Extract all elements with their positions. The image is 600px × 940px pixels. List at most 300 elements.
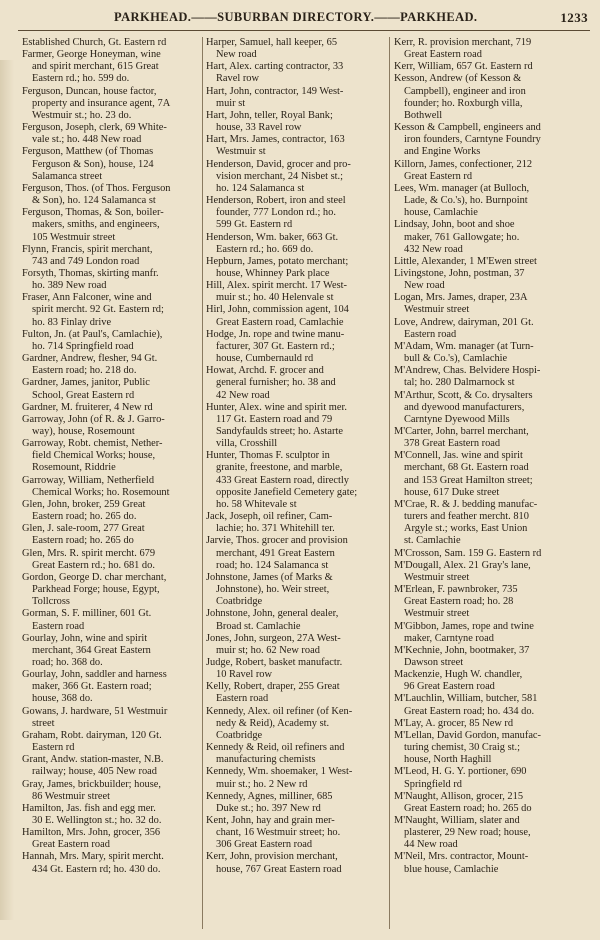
- entry-line: M'Naught, Allison, grocer, 215: [394, 790, 524, 802]
- directory-entry: [206, 511, 386, 535]
- entry-line: house, 368 do.: [32, 693, 93, 705]
- directory-entry: [206, 159, 386, 195]
- entry-line: Hunter, Thomas F. sculptor in: [206, 450, 330, 462]
- entry-line: Glen, John, broker, 259 Great: [22, 498, 146, 510]
- directory-entry: [394, 548, 586, 560]
- entry-line: 30 E. Wellington st.; ho. 32 do.: [32, 815, 162, 826]
- entry-line: Ferguson, Matthew (of Thomas: [22, 146, 154, 158]
- entry-line: Ferguson, Thos. (of Thos. Ferguson: [22, 182, 171, 194]
- directory-entry: [206, 134, 386, 158]
- directory-entry: [394, 219, 586, 255]
- entry-line: Westmuir st: [216, 146, 266, 158]
- entry-line: ho. 83 Finlay drive: [32, 316, 112, 328]
- directory-entry: [394, 317, 586, 341]
- entry-line: Gardner, Andrew, flesher, 94 Gt.: [22, 353, 158, 365]
- entry-line: property and insurance agent, 7A: [32, 97, 171, 109]
- directory-entry: [394, 122, 586, 158]
- entry-line: M'Lauchlin, William, butcher, 581: [394, 693, 538, 705]
- entry-line: Westmuir st.; ho. 23 do.: [32, 109, 132, 121]
- entry-line: 432 New road: [404, 243, 463, 255]
- entry-line: Hart, Alex. carting contractor, 33: [206, 61, 344, 73]
- entry-line: Garroway, William, Netherfield: [22, 474, 155, 486]
- entry-line: vision merchant, 24 Nisbet st.;: [216, 170, 343, 182]
- entry-line: ho. 124 Salamanca st: [216, 182, 305, 194]
- entry-line: M'Naught, William, slater and: [394, 815, 520, 826]
- entry-line: M'Adam, Wm. manager (at Turn-: [394, 340, 534, 352]
- entry-line: Ferguson, Duncan, house factor,: [22, 85, 157, 97]
- directory-entry: [22, 523, 200, 547]
- entry-line: 96 Great Eastern road: [404, 681, 495, 693]
- entry-line: ho. 714 Springfield road: [32, 340, 134, 352]
- entry-line: chant, 16 Westmuir street; ho.: [216, 827, 341, 839]
- directory-entry: [206, 402, 386, 451]
- entry-line: New road: [404, 280, 445, 292]
- entry-line: Farmer, George Honeyman, wine: [22, 49, 161, 61]
- entry-line: maker, 761 Gallowgate; ho.: [404, 231, 520, 243]
- column-divider: [202, 37, 203, 929]
- directory-entry: [22, 499, 200, 523]
- directory-entry: [22, 827, 200, 851]
- entry-line: Mackenzie, Hugh W. chandler,: [394, 669, 523, 681]
- entry-line: M'Neil, Mrs. contractor, Mount-: [394, 851, 529, 863]
- entry-line: Forsyth, Thomas, skirting manfr.: [22, 267, 159, 279]
- entry-line: blue house, Camlachie: [404, 863, 499, 875]
- entry-line: Fulton, Jn. (at Paul's, Camlachie),: [22, 328, 163, 340]
- directory-entry: [22, 438, 200, 474]
- entry-line: Gordon, George D. char merchant,: [22, 571, 167, 583]
- entry-line: Eastern road: [32, 620, 85, 632]
- entry-line: ho. 58 Whitevale st: [216, 498, 297, 510]
- entry-line: M'Dougall, Alex. 21 Gray's lane,: [394, 559, 531, 571]
- directory-entry: [22, 572, 200, 608]
- entry-line: Kennedy, Agnes, milliner, 685: [206, 790, 333, 802]
- directory-entry: [394, 560, 586, 584]
- entry-line: Coatbridge: [216, 729, 263, 741]
- directory-entry: [206, 851, 386, 875]
- entry-line: M'Gibbon, James, rope and twine: [394, 620, 534, 632]
- directory-entry: [22, 475, 200, 499]
- entry-line: M'Connell, Jas. wine and spirit: [394, 450, 523, 462]
- entry-line: founder; ho. Roxburgh villa,: [404, 97, 523, 109]
- entry-line: turing chemist, 30 Craig st.;: [404, 742, 521, 754]
- entry-line: Kennedy, Wm. shoemaker, 1 West-: [206, 766, 353, 778]
- directory-entry: [206, 706, 386, 742]
- directory-entry: [394, 791, 586, 815]
- directory-entry: [394, 37, 586, 61]
- entry-line: Hart, John, contractor, 149 West-: [206, 85, 344, 97]
- entry-line: makers, smiths, and engineers,: [32, 219, 160, 231]
- directory-entry: [394, 268, 586, 292]
- entry-line: Harper, Samuel, hall keeper, 65: [206, 37, 338, 48]
- entry-line: Gourlay, John, saddler and harness: [22, 669, 167, 681]
- entry-line: Fraser, Ann Falconer, wine and: [22, 292, 152, 304]
- entry-line: Kesson & Campbell, engineers and: [394, 122, 541, 134]
- entry-line: house, Camlachie: [404, 207, 478, 219]
- entry-line: Livingstone, John, postman, 37: [394, 267, 525, 279]
- entry-line: 44 New road: [404, 839, 458, 851]
- entry-line: 378 Great Eastern road: [404, 438, 501, 450]
- header-rule: [18, 30, 590, 31]
- directory-entry: [394, 621, 586, 645]
- entry-line: facturer, 307 Gt. Eastern rd.;: [216, 340, 335, 352]
- entry-line: 105 Westmuir street: [32, 231, 116, 243]
- entry-line: Westmuir street: [404, 571, 470, 583]
- directory-entry: [394, 645, 586, 669]
- entry-line: ho. 389 New road: [32, 280, 107, 292]
- directory-entry: [22, 706, 200, 730]
- page-header: [14, 8, 592, 28]
- directory-entry: [394, 669, 586, 693]
- directory-entry: [206, 681, 386, 705]
- entry-line: Hirl, John, commission agent, 104: [206, 304, 349, 316]
- directory-entry: [22, 803, 200, 827]
- directory-entry: [394, 718, 586, 730]
- entry-line: Kennedy & Reid, oil refiners and: [206, 742, 345, 754]
- entry-line: Jack, Joseph, oil refiner, Cam-: [206, 511, 333, 523]
- directory-entry: [394, 851, 586, 875]
- entry-line: Love, Andrew, dairyman, 201 Gt.: [394, 316, 534, 328]
- entry-line: Glen, Mrs. R. spirit mercht. 679: [22, 547, 156, 559]
- entry-line: and spirit merchant, 615 Great: [32, 61, 159, 73]
- entry-line: and dyewood manufacturers,: [404, 401, 525, 413]
- entry-line: house, 767 Great Eastern road: [216, 863, 342, 875]
- entry-line: Tollcross: [32, 596, 70, 608]
- entry-line: Parkhead Forge; house, Egypt,: [32, 584, 160, 596]
- entry-line: lachie; ho. 371 Whitehill ter.: [216, 523, 335, 535]
- entry-line: maker, Carntyne road: [404, 632, 494, 644]
- entry-line: general furnisher; ho. 38 and: [216, 377, 336, 389]
- entry-line: M'Andrew, Chas. Belvidere Hospi-: [394, 365, 541, 377]
- directory-entry: [206, 450, 386, 511]
- entry-line: Established Church, Gt. Eastern rd: [22, 37, 167, 48]
- directory-entry: [22, 377, 200, 401]
- directory-entry: [206, 195, 386, 231]
- entry-line: turers and feather mercht. 810: [404, 511, 529, 523]
- entry-line: Westmuir street: [404, 608, 470, 620]
- directory-entry: [22, 37, 200, 49]
- directory-entry: [22, 754, 200, 778]
- entry-line: house, 33 Ravel row: [216, 122, 302, 134]
- running-title: PARKHEAD.——SUBURBAN DIRECTORY.——PARKHEAD.: [114, 10, 478, 24]
- entry-line: Carntyne Dyewood Mills: [404, 413, 510, 425]
- entry-line: Ferguson, Thomas, & Son, boiler-: [22, 207, 164, 219]
- entry-line: villa, Crosshill: [216, 438, 278, 450]
- directory-entry: [22, 292, 200, 328]
- entry-line: merchant, 68 Gt. Eastern road: [404, 462, 529, 474]
- entry-line: Gorman, S. F. milliner, 601 Gt.: [22, 608, 152, 620]
- entry-line: st. Camlachie: [404, 535, 461, 547]
- directory-entry: [22, 851, 200, 875]
- entry-line: iron founders, Carntyne Foundry: [404, 134, 541, 146]
- entry-line: maker, 366 Gt. Eastern road;: [32, 681, 152, 693]
- directory-entry: [394, 341, 586, 365]
- entry-line: way), house, Rosemount: [32, 426, 135, 437]
- entry-line: opposite Janefield Cemetery gate;: [216, 486, 358, 498]
- entry-line: 10 Ravel row: [216, 669, 272, 681]
- directory-entry: [206, 815, 386, 851]
- directory-entry: [206, 608, 386, 632]
- entry-line: field Chemical Works; house,: [32, 450, 156, 462]
- directory-entry: [394, 815, 586, 851]
- entry-line: Ravel row: [216, 73, 259, 85]
- directory-entry: [22, 329, 200, 353]
- entry-line: Salamanca street: [32, 170, 103, 182]
- directory-column-2: [206, 37, 386, 933]
- directory-entry: [206, 329, 386, 365]
- directory-entry: [206, 304, 386, 328]
- directory-entry: [206, 657, 386, 681]
- entry-line: Johnstone, James (of Marks &: [206, 571, 333, 583]
- directory-entry: [394, 450, 586, 499]
- directory-entry: [22, 608, 200, 632]
- entry-line: M'Erlean, F. pawnbroker, 735: [394, 584, 518, 596]
- entry-line: Westmuir street: [404, 304, 470, 316]
- directory-entry: [206, 110, 386, 134]
- entry-line: house, Cumbernauld rd: [216, 353, 314, 365]
- entry-line: Hill, Alex. spirit mercht. 17 West-: [206, 280, 347, 292]
- entry-line: School, Great Eastern rd: [32, 389, 135, 401]
- directory-entry: [22, 49, 200, 85]
- entry-line: Henderson, Wm. baker, 663 Gt.: [206, 231, 339, 243]
- directory-entry: [22, 207, 200, 243]
- entry-line: Argyle st.; works, East Union: [404, 523, 528, 535]
- entry-line: Kerr, William, 657 Gt. Eastern rd: [394, 61, 533, 73]
- entry-line: Great Eastern road; ho. 434 do.: [404, 705, 535, 717]
- directory-entry: [394, 730, 586, 766]
- entry-line: street: [32, 717, 55, 729]
- entry-line: Springfield rd: [404, 778, 463, 790]
- entry-line: Howat, Archd. F. grocer and: [206, 365, 324, 377]
- directory-entry: [22, 633, 200, 669]
- entry-line: plasterer, 29 New road; house,: [404, 827, 531, 839]
- directory-entry: [206, 86, 386, 110]
- entry-line: road; ho. 368 do.: [32, 656, 103, 668]
- entry-line: M'Lay, A. grocer, 85 New rd: [394, 717, 514, 729]
- entry-line: Hepburn, James, potato merchant;: [206, 255, 349, 267]
- binding-margin: [0, 60, 14, 920]
- entry-line: Eastern rd.; ho. 599 do.: [32, 73, 130, 85]
- entry-line: Great Eastern road, Camlachie: [216, 316, 344, 328]
- entry-line: Lade, & Co.'s), ho. Burnpoint: [404, 195, 528, 207]
- directory-entry: [22, 122, 200, 146]
- entry-line: Coatbridge: [216, 596, 263, 608]
- entry-line: Bothwell: [404, 109, 443, 121]
- directory-entry: [394, 61, 586, 73]
- directory-entry: [394, 766, 586, 790]
- directory-entry: [394, 390, 586, 426]
- directory-entry: [206, 572, 386, 608]
- entry-line: Great Eastern road; ho. 28: [404, 596, 514, 608]
- directory-entry: [22, 86, 200, 122]
- directory-entry: [206, 535, 386, 571]
- directory-entry: [394, 256, 586, 268]
- entry-line: Killorn, James, confectioner, 212: [394, 158, 533, 170]
- entry-line: Henderson, David, grocer and pro-: [206, 158, 351, 170]
- directory-entry: [206, 766, 386, 790]
- entry-line: Hamilton, Mrs. John, grocer, 356: [22, 827, 161, 839]
- entry-line: merchant, 364 Great Eastern: [32, 644, 151, 656]
- directory-entry: [22, 353, 200, 377]
- entry-line: Garroway, John (of R. & J. Garro-: [22, 413, 165, 425]
- entry-line: Logan, Mrs. James, draper, 23A: [394, 292, 528, 304]
- entry-line: muir st.; ho. 40 Helenvale st: [216, 292, 334, 304]
- entry-line: Great Eastern road; ho. 265 do: [404, 802, 532, 814]
- directory-entry: [22, 183, 200, 207]
- directory-column-3: [394, 37, 586, 933]
- directory-entry: [22, 669, 200, 705]
- directory-entry: [206, 232, 386, 256]
- entry-line: muir st.; ho. 2 New rd: [216, 778, 308, 790]
- entry-line: Kennedy, Alex. oil refiner (of Ken-: [206, 705, 353, 717]
- entry-line: M'Carter, John, barrel merchant,: [394, 426, 529, 437]
- entry-line: 117 Gt. Eastern road and 79: [216, 413, 333, 425]
- directory-entry: [206, 791, 386, 815]
- entry-line: nedy & Reid), Academy st.: [216, 717, 330, 729]
- entry-line: Great Eastern road: [404, 49, 482, 61]
- entry-line: Henderson, Robert, iron and steel: [206, 195, 346, 207]
- entry-line: Eastern road: [404, 328, 457, 340]
- entry-line: Eastern road; ho. 265 do: [32, 535, 134, 547]
- entry-line: Lees, Wm. manager (at Bulloch,: [394, 182, 530, 194]
- entry-line: Eastern road; ho. 265 do.: [32, 511, 137, 523]
- directory-entry: [394, 365, 586, 389]
- entry-line: Judge, Robert, basket manufactr.: [206, 656, 343, 668]
- entry-line: & Son), ho. 124 Salamanca st: [32, 195, 156, 207]
- entry-line: Glen, J. sale-room, 277 Great: [22, 523, 145, 535]
- entry-line: Gowans, J. hardware, 51 Westmuir: [22, 705, 168, 717]
- entry-line: Grant, Andw. station-master, N.B.: [22, 754, 164, 766]
- entry-line: Gardner, M. fruiterer, 4 New rd: [22, 401, 153, 413]
- entry-line: and 153 Great Hamilton street;: [404, 474, 533, 486]
- entry-line: Johnstone), ho. Weir street,: [216, 584, 330, 596]
- entry-line: 433 Great Eastern road, directly: [216, 474, 350, 486]
- entry-line: Jones, John, surgeon, 27A West-: [206, 632, 341, 644]
- entry-line: Kerr, John, provision merchant,: [206, 851, 338, 863]
- entry-line: Hamilton, Jas. fish and egg mer.: [22, 802, 156, 814]
- entry-line: 599 Gt. Eastern rd: [216, 219, 293, 231]
- entry-line: house, Whinney Park place: [216, 267, 330, 279]
- entry-line: Ferguson, Joseph, clerk, 69 White-: [22, 122, 167, 134]
- entry-line: M'Crae, R. & J. bedding manufac-: [394, 498, 538, 510]
- entry-line: Campbell), engineer and iron: [404, 85, 526, 97]
- entry-line: Lindsay, John, boot and shoe: [394, 219, 515, 231]
- directory-entry: [22, 548, 200, 572]
- entry-line: New road: [216, 49, 257, 61]
- entry-line: manufacturing chemists: [216, 754, 316, 766]
- entry-line: Hunter, Alex. wine and spirit mer.: [206, 401, 347, 413]
- directory-entry: [206, 633, 386, 657]
- entry-line: Eastern road: [216, 693, 269, 705]
- entry-line: Rosemount, Riddrie: [32, 462, 116, 474]
- entry-line: Hannah, Mrs. Mary, spirit mercht.: [22, 851, 164, 863]
- entry-line: 743 and 749 London road: [32, 255, 140, 267]
- entry-line: muir st: [216, 97, 246, 109]
- directory-entry: [22, 402, 200, 414]
- column-divider: [389, 37, 390, 929]
- directory-entry: [206, 365, 386, 401]
- entry-line: Kent, John, hay and grain mer-: [206, 815, 335, 826]
- directory-entry: [206, 256, 386, 280]
- directory-entry: [22, 244, 200, 268]
- entry-line: Eastern road; ho. 218 do.: [32, 365, 137, 377]
- entry-line: house, North Haghill: [404, 754, 492, 766]
- directory-entry: [394, 426, 586, 450]
- entry-line: M'Lellan, David Gordon, manufac-: [394, 729, 542, 741]
- entry-line: road; ho. 124 Salamanca st: [216, 559, 329, 571]
- entry-line: Gardner, James, janitor, Public: [22, 377, 150, 389]
- entry-line: Little, Alexander, 1 M'Ewen street: [394, 255, 537, 267]
- directory-entry: [394, 73, 586, 122]
- entry-line: Flynn, Francis, spirit merchant,: [22, 243, 153, 255]
- entry-line: M'Kechnie, John, bootmaker, 37: [394, 644, 530, 656]
- entry-line: M'Leod, H. G. Y. portioner, 690: [394, 766, 527, 778]
- entry-line: 42 New road: [216, 389, 270, 401]
- directory-entry: [22, 414, 200, 438]
- entry-line: Kesson, Andrew (of Kesson &: [394, 73, 522, 85]
- directory-entry: [22, 268, 200, 292]
- entry-line: Garroway, Robt. chemist, Nether-: [22, 438, 163, 450]
- entry-line: Hart, John, teller, Royal Bank;: [206, 109, 333, 121]
- entry-line: Hart, Mrs. James, contractor, 163: [206, 134, 345, 146]
- entry-line: Jarvie, Thos. grocer and provision: [206, 535, 348, 547]
- entry-line: Hodge, Jn. rope and twine manu-: [206, 328, 345, 340]
- directory-entry: [394, 159, 586, 183]
- entry-line: Duke st.; ho. 397 New rd: [216, 802, 321, 814]
- entry-line: Johnstone, John, general dealer,: [206, 608, 339, 620]
- entry-line: founder, 777 London rd.; ho.: [216, 207, 336, 219]
- entry-line: Sandyfaulds street; ho. Astarte: [216, 426, 343, 437]
- directory-entry: [22, 779, 200, 803]
- directory-entry: [394, 292, 586, 316]
- entry-line: merchant, 491 Great Eastern: [216, 547, 335, 559]
- entry-line: M'Arthur, Scott, & Co. drysalters: [394, 389, 533, 401]
- entry-line: Kelly, Robert, draper, 255 Great: [206, 681, 340, 693]
- entry-line: Eastern rd: [32, 742, 75, 754]
- entry-line: 306 Great Eastern road: [216, 839, 313, 851]
- directory-entry: [22, 146, 200, 182]
- entry-line: Ferguson & Son), house, 124: [32, 158, 154, 170]
- entry-line: Great Eastern rd: [404, 170, 473, 182]
- entry-line: spirit mercht. 92 Gt. Eastern rd;: [32, 304, 164, 316]
- entry-line: M'Crosson, Sam. 159 G. Eastern rd: [394, 547, 542, 559]
- entry-line: tal; ho. 280 Dalmarnock st: [404, 377, 515, 389]
- entry-line: 86 Westmuir street: [32, 790, 111, 802]
- entry-line: bull & Co.'s), Camlachie: [404, 353, 508, 365]
- entry-line: Chemical Works; ho. Rosemount: [32, 486, 170, 498]
- directory-entry: [206, 37, 386, 61]
- entry-line: Great Eastern rd.; ho. 681 do.: [32, 559, 155, 571]
- directory-entry: [394, 693, 586, 717]
- entry-line: Great Eastern road: [32, 839, 110, 851]
- directory-entry: [394, 183, 586, 219]
- directory-entry: [206, 280, 386, 304]
- page-number: 1233: [560, 10, 588, 25]
- entry-line: Gourlay, John, wine and spirit: [22, 632, 148, 644]
- entry-line: house, 617 Duke street: [404, 486, 500, 498]
- entry-line: Dawson street: [404, 656, 464, 668]
- directory-entry: [394, 584, 586, 620]
- entry-line: 434 Gt. Eastern rd; ho. 430 do.: [32, 863, 161, 875]
- entry-line: and Engine Works: [404, 146, 481, 158]
- entry-line: vale st.; ho. 448 New road: [32, 134, 142, 146]
- entry-line: Gray, James, brickbuilder; house,: [22, 778, 161, 790]
- entry-line: Eastern rd.; ho. 669 do.: [216, 243, 314, 255]
- directory-entry: [22, 730, 200, 754]
- entry-line: granite, freestone, and marble,: [216, 462, 343, 474]
- entry-line: muir st; ho. 62 New road: [216, 644, 320, 656]
- directory-entry: [206, 61, 386, 85]
- entry-line: railway; house, 405 New road: [32, 766, 157, 778]
